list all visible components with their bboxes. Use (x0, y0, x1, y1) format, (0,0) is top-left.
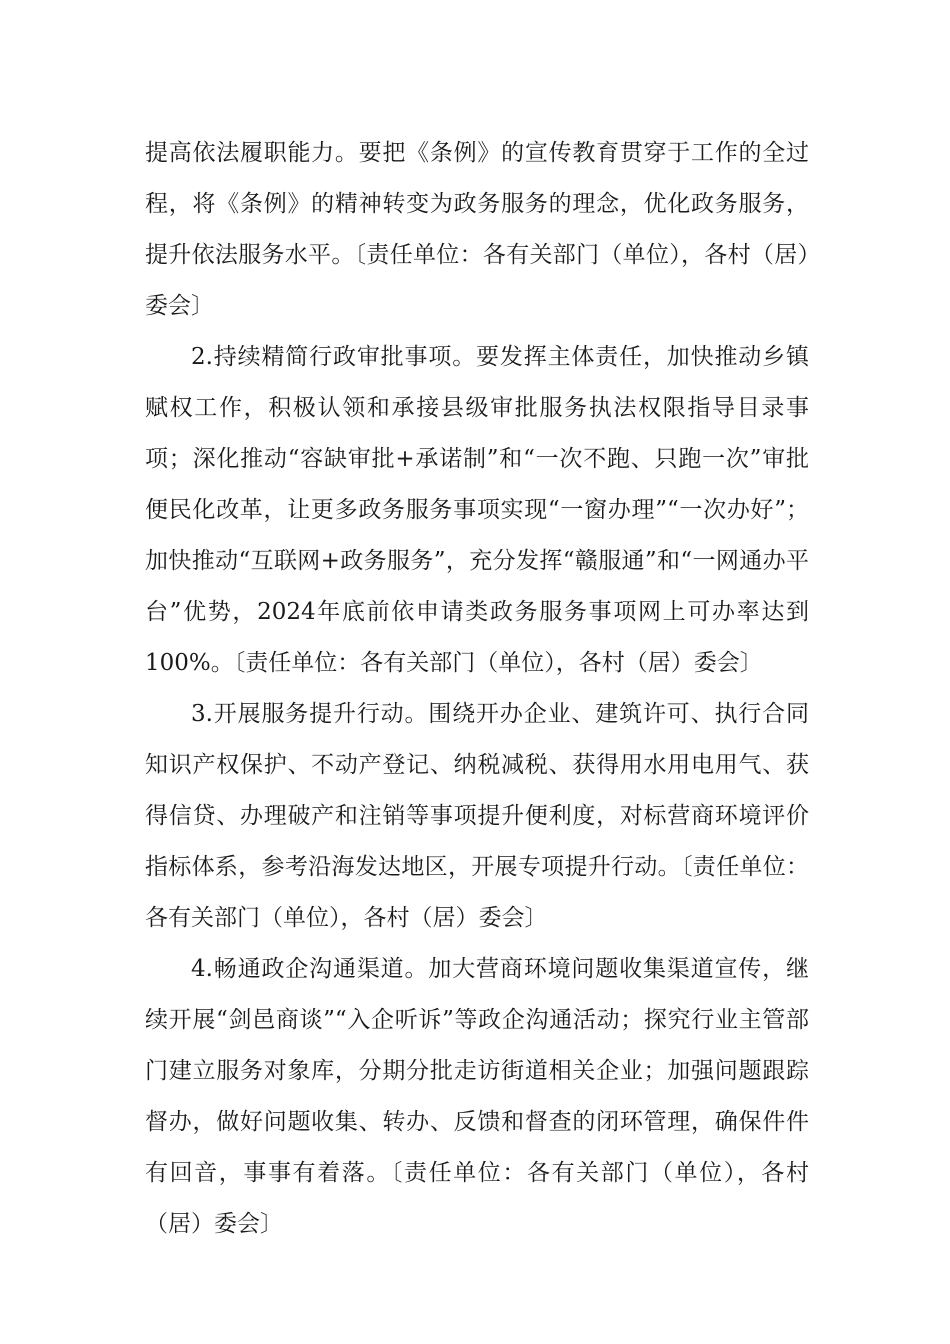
paragraph-item-2: 2.持续精简行政审批事项。要发挥主体责任，加快推动乡镇赋权工作，积极认领和承接县级审批服务执法权限指导目录事项；深化推动“容缺审批+承诺制”和“一次不跑、只跑一次”审批便民化改革，让更多政务服务事项实现“一窗办理”“一次办好”；加快推动“互联网+政务服务”，充分发挥“赣服通”和“一网通办平台”优势，2024年底前依申请类政务服务事项网上可办率达到100%。〔责任单位：各有关部门（单位），各村（居）委会〕 (145, 344, 809, 676)
paragraph-continuation: 提高依法履职能力。要把《条例》的宣传教育贯穿于工作的全过程，将《条例》的精神转变为政务服务的理念，优化政务服务，提升依法服务水平。〔责任单位：各有关部门（单位），各村（居）委会〕 (145, 140, 809, 319)
paragraph-item-3: 3.开展服务提升行动。围绕开办企业、建筑许可、执行合同知识产权保护、不动产登记、纳税减税、获得用水用电用气、获得信贷、办理破产和注销等事项提升便利度，对标营商环境评价指标体系，参考沿海发达地区，开展专项提升行动。〔责任单位：各有关部门（单位），各村（居）委会〕 (145, 701, 809, 931)
paragraph-item-4: 4.畅通政企沟通渠道。加大营商环境问题收集渠道宣传，继续开展“剑邑商谈”“入企听诉”等政企沟通活动；探究行业主管部门建立服务对象库，分期分批走访街道相关企业；加强问题跟踪督办，做好问题收集、转办、反馈和督查的闭环管理，确保件件有回音，事事有着落。〔责任单位：各有关部门（单位），各村（居）委会〕 (145, 956, 809, 1237)
document-body (145, 128, 809, 1250)
